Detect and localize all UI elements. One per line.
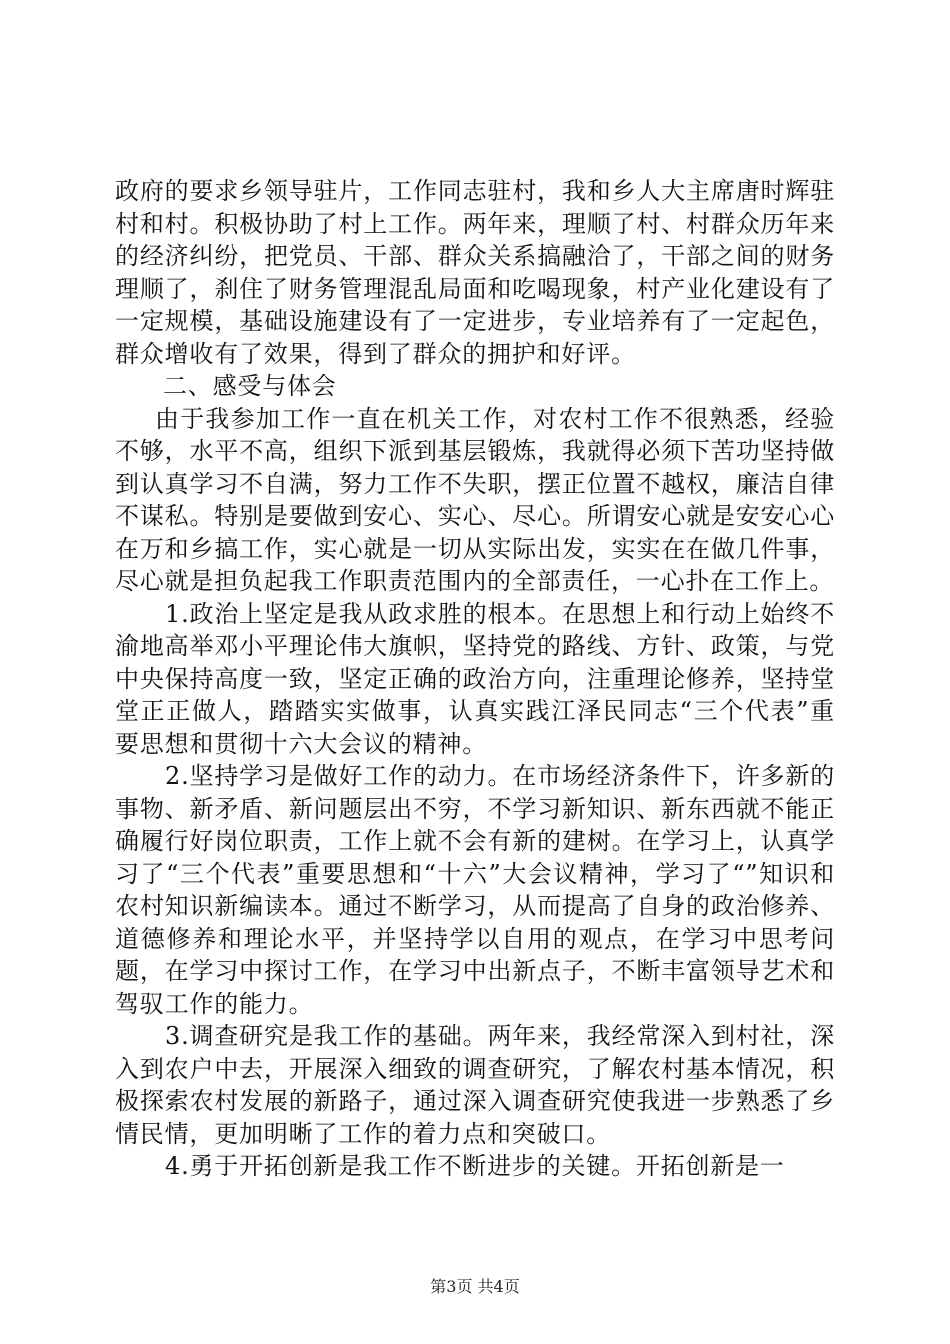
paragraph-point-3: 3.调查研究是我工作的基础。两年来，我经常深入到村社，深入到农户中去，开展深入细致的调查研究，了解农村基本情况，积极探索农村发展的新路子，通过深入调查研究使我进一步熟悉了乡情民情，更加明晰了工作的着力点和突破口。 — [115, 1022, 835, 1148]
paragraph-point-4: 4.勇于开拓创新是我工作不断进步的关键。开拓创新是一 — [165, 1152, 785, 1180]
document-body — [115, 175, 835, 1183]
section-heading-feelings: 二、感受与体会 — [163, 372, 337, 400]
paragraph-intro: 由于我参加工作一直在机关工作，对农村工作不很熟悉，经验不够，水平不高，组织下派到基层锻炼，我就得必须下苦功坚持做到认真学习不自满，努力工作不失职，摆正位置不越权，廉洁自律不谋私。特别是要做到安心、实心、尽心。所谓安心就是安安心心在万和乡搞工作，实心就是一切从实际出发，实实在在做几件事，尽心就是担负起我工作职责范围内的全部责任，一心扑在工作上。 — [115, 404, 835, 595]
paragraph-point-1: 1.政治上坚定是我从政求胜的根本。在思想上和行动上始终不渝地高举邓小平理论伟大旗帜，坚持党的路线、方针、政策，与党中央保持高度一致，坚定正确的政治方向，注重理论修养，坚持堂堂正正做人，踏踏实实做事，认真实践江泽民同志“三个代表”重要思想和贯彻十六大会议的精神。 — [115, 599, 835, 758]
page-footer — [0, 1277, 950, 1297]
page-number-label: 第3页 共4页 — [430, 1277, 520, 1296]
paragraph-village-work: 政府的要求乡领导驻片，工作同志驻村，我和乡人大主席唐时辉驻村和村。积极协助了村上工作。两年来，理顺了村、村群众历年来的经济纠纷，把党员、干部、群众关系搞融洽了，干部之间的财务理顺了，刹住了财务管理混乱局面和吃喝现象，村产业化建设有了一定规模，基础设施建设有了一定进步，专业培养有了一定起色，群众增收有了效果，得到了群众的拥护和好评。 — [115, 177, 835, 368]
paragraph-point-2: 2.坚持学习是做好工作的动力。在市场经济条件下，许多新的事物、新矛盾、新问题层出不穷，不学习新知识、新东西就不能正确履行好岗位职责，工作上就不会有新的建树。在学习上，认真学习了“三个代表”重要思想和“十六”大会议精神，学习了“”知识和农村知识新编读本。通过不断学习，从而提高了自身的政治修养、道德修养和理论水平，并坚持学以自用的观点，在学习中思考问题，在学习中探讨工作，在学习中出新点子，不断丰富领导艺术和驾驭工作的能力。 — [115, 762, 835, 1018]
